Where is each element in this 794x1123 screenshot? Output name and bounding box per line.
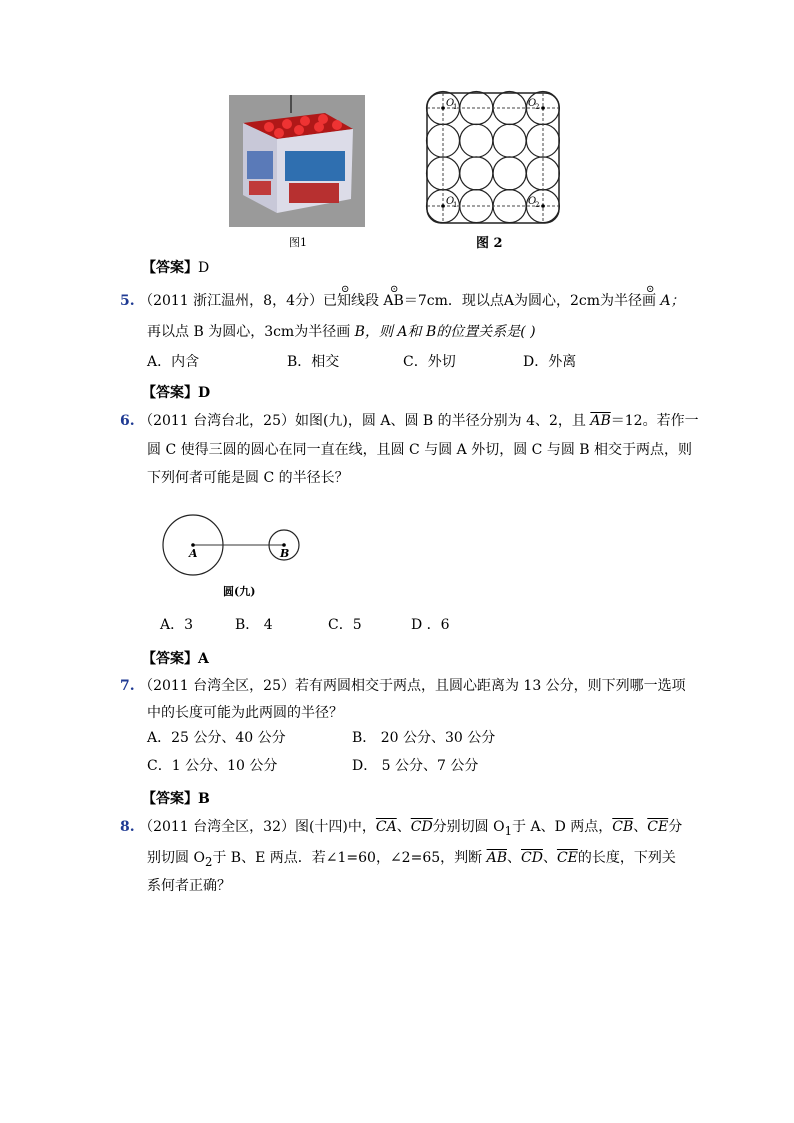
q6-option-a: A．3 (160, 617, 194, 633)
q7-option-c: C．1 公分、10 公分 (147, 758, 278, 774)
separator: 、 (396, 819, 411, 835)
q8-text-2b: 于 B、E 两点．若∠1=60，∠2=65，判断 (212, 850, 487, 866)
q8-text-1c: 于 A、D 两点， (512, 819, 613, 835)
q5-line-2 (147, 322, 536, 342)
q8-text-1a: （2011 台湾全区，32）图(十四)中， (139, 819, 376, 835)
label-a: A (189, 547, 198, 560)
arc-ca: $\overline{CA}$ (375, 819, 397, 835)
q6-option-c: C．5 (328, 617, 362, 633)
circle-symbol-1: ⊙ (341, 284, 350, 295)
q5-option-d: D．外离 (523, 354, 577, 370)
q7-text-1: （2011 台湾全区，25）若有两圆相交于两点，且圆心距离为 13 公分，则下列哪一选项 (139, 678, 686, 694)
answer-value: A (198, 651, 209, 667)
q6-line-1 (120, 411, 699, 431)
question-number: 6. (120, 413, 135, 429)
q6-option-b: B． 4 (235, 617, 273, 633)
q6-text-3: 下列何者可能是圆 C 的半径长？ (147, 470, 349, 486)
arc-ab: $\overline{AB}$ (486, 850, 507, 866)
q7-line-1 (120, 676, 686, 696)
grid-circle (493, 124, 526, 157)
label-o2-top-sub: 2 (535, 103, 540, 111)
q5-option-b: B．相交 (287, 354, 340, 370)
figure-1-photo (229, 95, 365, 227)
arc-ab: $\overline{AB}$ (590, 413, 611, 429)
answer-tag: 【答案】 (142, 260, 198, 276)
arc-cd: $\overline{CD}$ (410, 819, 433, 835)
label-b: B (280, 547, 290, 560)
figure-9-caption: 圆(九) (223, 585, 256, 598)
q7-line-2 (147, 703, 343, 723)
q6-text-1b: ＝12。若作一 (610, 413, 699, 429)
question-number: 7. (120, 678, 135, 694)
q8-text-1b: 分别切圆 O (432, 819, 505, 835)
q5-option-c: C．外切 (403, 354, 456, 370)
q7-option-a: A．25 公分、40 公分 (147, 730, 286, 746)
answer-value: D (198, 385, 211, 401)
q8-text-1d: 分 (668, 819, 683, 835)
q5-text-2b: B，则 (354, 324, 398, 340)
circle-symbol-2: ⊙ (390, 284, 399, 295)
q8-text-3: 系何者正确？ (147, 878, 231, 894)
q8-line-1 (120, 817, 682, 841)
q5-option-a: A．内含 (147, 354, 200, 370)
label-o1-bottom-sub: 1 (453, 201, 458, 209)
arc-cb: $\overline{CB}$ (612, 819, 634, 835)
q6-line-2 (147, 440, 692, 460)
question-number: 5. (120, 293, 135, 309)
answer-tag: 【答案】 (142, 385, 198, 401)
q7-text-2: 中的长度可能为此两圆的半径？ (147, 705, 343, 721)
label-o1-top-sub: 1 (453, 103, 458, 111)
grid-circle (460, 157, 493, 190)
circles-grid-diagram (424, 90, 562, 226)
subscript-1: 1 (504, 823, 513, 838)
q5-text-1: （2011 浙江温州，8，4分）已知线段 AB＝7cm．现以点A为圆心，2cm为半径画 (139, 293, 661, 309)
arc-ce: $\overline{CE}$ (556, 850, 578, 866)
two-circles-diagram (160, 512, 306, 578)
arc-ce: $\overline{CE}$ (647, 819, 669, 835)
figure-1-caption: 图1 (289, 236, 307, 249)
label-o1-bottom: O (446, 196, 455, 207)
q5-text-2a: 再以点 B 为圆心，3cm为半径画 (147, 324, 355, 340)
q8-line-3 (147, 876, 231, 896)
q6-text-2: 圆 C 使得三圆的圆心在同一直在线，且圆 C 与圆 A 外切，圆 C 与圆 B 相交于两点，则 (147, 442, 693, 458)
q5-text-2c: A和 (397, 324, 426, 340)
q7-option-b: B． 20 公分、30 公分 (352, 730, 496, 746)
q6-answer (142, 649, 209, 669)
arc-cd: $\overline{CD}$ (521, 850, 543, 866)
grid-circle (493, 157, 526, 190)
label-o1-top: O (446, 98, 455, 109)
figure-2-caption: 图 2 (476, 236, 503, 251)
q8-text-2c: 的长度，下列关 (577, 850, 676, 866)
separator: 、 (542, 850, 557, 866)
fireworks-box-image (229, 95, 365, 227)
q5-text-1-end: A； (660, 293, 685, 309)
figure-9-diagram (160, 512, 306, 578)
q6-text-1a: （2011 台湾台北，25）如图(九)，圆 A、圆 B 的半径分别为 4、2，且 (139, 413, 591, 429)
label-o2-top: O (528, 98, 537, 109)
q4-answer (142, 258, 209, 278)
figure-2-diagram (424, 90, 562, 226)
q6-option-d: D ．6 (411, 617, 450, 633)
q7-answer (142, 789, 210, 809)
q5-line-1 (120, 291, 685, 311)
separator: 、 (633, 819, 648, 835)
label-o2-bottom: O (528, 196, 537, 207)
q8-line-2 (147, 848, 676, 872)
answer-tag: 【答案】 (142, 651, 198, 667)
subscript-2: 2 (204, 854, 213, 869)
grid-circle (460, 124, 493, 157)
answer-value: B (198, 791, 210, 807)
q7-option-d: D． 5 公分、7 公分 (352, 758, 479, 774)
answer-tag: 【答案】 (142, 791, 198, 807)
q5-answer (142, 383, 210, 403)
label-o2-bottom-sub: 2 (535, 201, 540, 209)
question-number: 8. (120, 819, 135, 835)
separator: 、 (507, 850, 521, 866)
q6-line-3 (147, 468, 349, 488)
q8-text-2a: 别切圆 O (147, 850, 205, 866)
q5-text-2d: B的位置关系是( ) (425, 324, 536, 340)
circle-symbol-3: ⊙ (646, 284, 655, 295)
answer-value: D (198, 260, 210, 276)
